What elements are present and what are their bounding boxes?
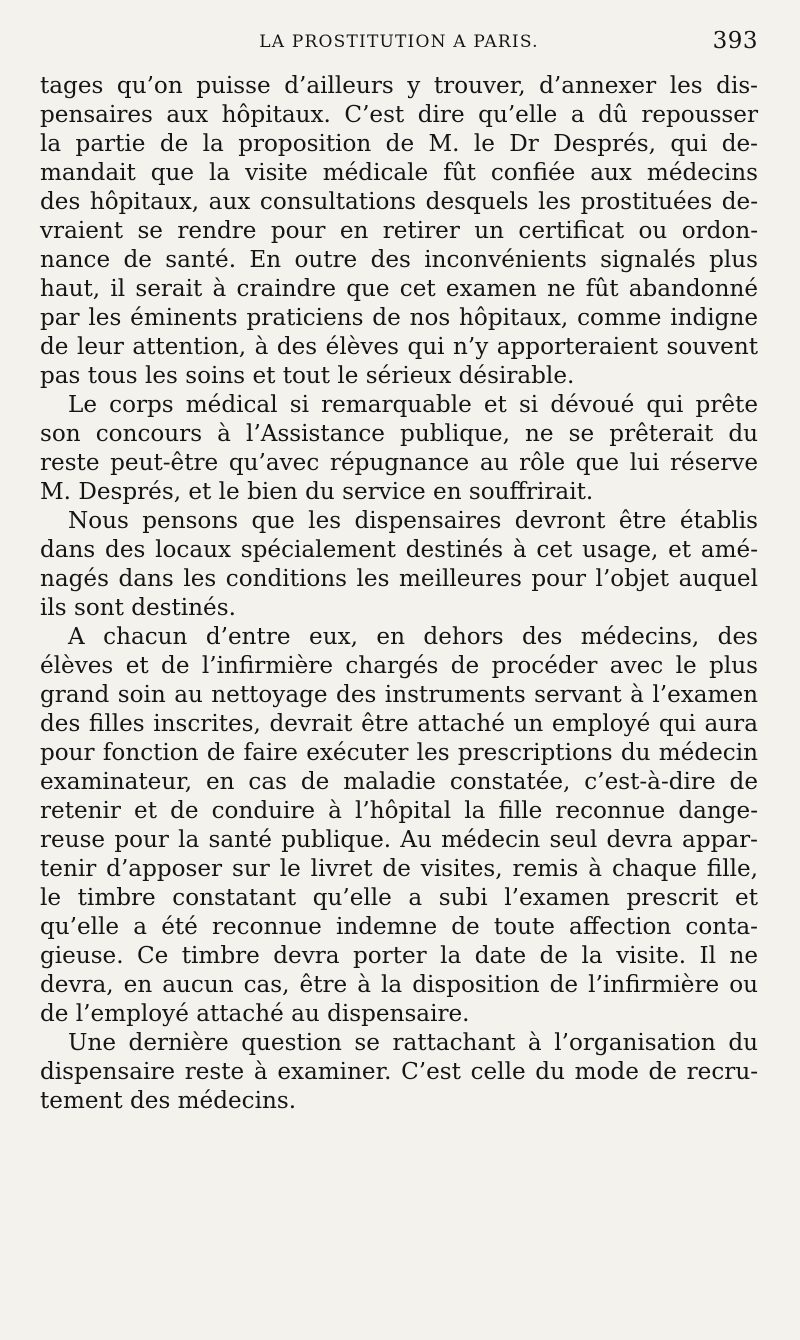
text-line: reste peut-être qu’avec répugnance au rôle que lui réserve [40, 450, 758, 476]
text-line: vraient se rendre pour en retirer un certificat ou ordon- [40, 218, 758, 244]
text-line: haut, il serait à craindre que cet examen ne fût abandonné [40, 276, 758, 302]
text-line: pensaires aux hôpitaux. C’est dire qu’elle a dû repousser [40, 102, 758, 128]
text-line: reuse pour la santé publique. Au médecin seul devra appar- [40, 827, 758, 853]
text-line: pour fonction de faire exécuter les prescriptions du médecin [40, 740, 758, 766]
text-line: des filles inscrites, devrait être attaché un employé qui aura [40, 711, 758, 737]
text-line: dans des locaux spécialement destinés à cet usage, et amé- [40, 537, 758, 563]
paragraph-line: Le corps médical si remarquable et si dévoué qui prête [68, 392, 758, 418]
text-line: élèves et de l’infirmière chargés de procéder avec le plus [40, 653, 758, 679]
text-line: le timbre constatant qu’elle a subi l’examen prescrit et [40, 885, 758, 911]
running-title: LA PROSTITUTION A PARIS. [259, 32, 539, 52]
text-line: tement des médecins. [40, 1088, 297, 1114]
text-line: son concours à l’Assistance publique, ne se prêterait du [40, 421, 758, 447]
text-line: devra, en aucun cas, être à la disposition de l’infirmière ou [40, 972, 758, 998]
text-line: qu’elle a été reconnue indemne de toute affection conta- [40, 914, 758, 940]
text-line: ils sont destinés. [40, 595, 236, 621]
text-line: la partie de la proposition de M. le Dr Després, qui de- [40, 131, 758, 157]
text-line: grand soin au nettoyage des instruments servant à l’examen [40, 682, 758, 708]
paragraph-line: Une dernière question se rattachant à l’organisation du [68, 1030, 758, 1056]
text-line: nagés dans les conditions les meilleures pour l’objet auquel [40, 566, 758, 592]
paragraph-line: Nous pensons que les dispensaires devront être établis [68, 508, 758, 534]
paragraph-line: A chacun d’entre eux, en dehors des médecins, des [68, 624, 758, 650]
text-line: gieuse. Ce timbre devra porter la date de la visite. Il ne [40, 943, 758, 969]
text-line: de l’employé attaché au dispensaire. [40, 1001, 470, 1027]
text-line: tenir d’apposer sur le livret de visites, remis à chaque fille, [40, 856, 758, 882]
text-line: retenir et de conduire à l’hôpital la fille reconnue dange- [40, 798, 758, 824]
text-line: mandait que la visite médicale fût confiée aux médecins [40, 160, 758, 186]
text-line: des hôpitaux, aux consultations desquels les prostituées de- [40, 189, 758, 215]
text-line: par les éminents praticiens de nos hôpitaux, comme indigne [40, 305, 758, 331]
text-line: examinateur, en cas de maladie constatée, c’est-à-dire de [40, 769, 758, 795]
text-line: tages qu’on puisse d’ailleurs y trouver, d’annexer les dis- [40, 73, 758, 99]
text-line: de leur attention, à des élèves qui n’y apporteraient souvent [40, 334, 758, 360]
body-text [40, 72, 758, 1116]
text-line: pas tous les soins et tout le sérieux désirable. [40, 363, 575, 389]
running-head [40, 28, 758, 62]
text-line: dispensaire reste à examiner. C’est celle du mode de recru- [40, 1059, 758, 1085]
page-number: 393 [712, 28, 758, 54]
text-line: M. Després, et le bien du service en souffrirait. [40, 479, 594, 505]
text-line: nance de santé. En outre des inconvénients signalés plus [40, 247, 758, 273]
